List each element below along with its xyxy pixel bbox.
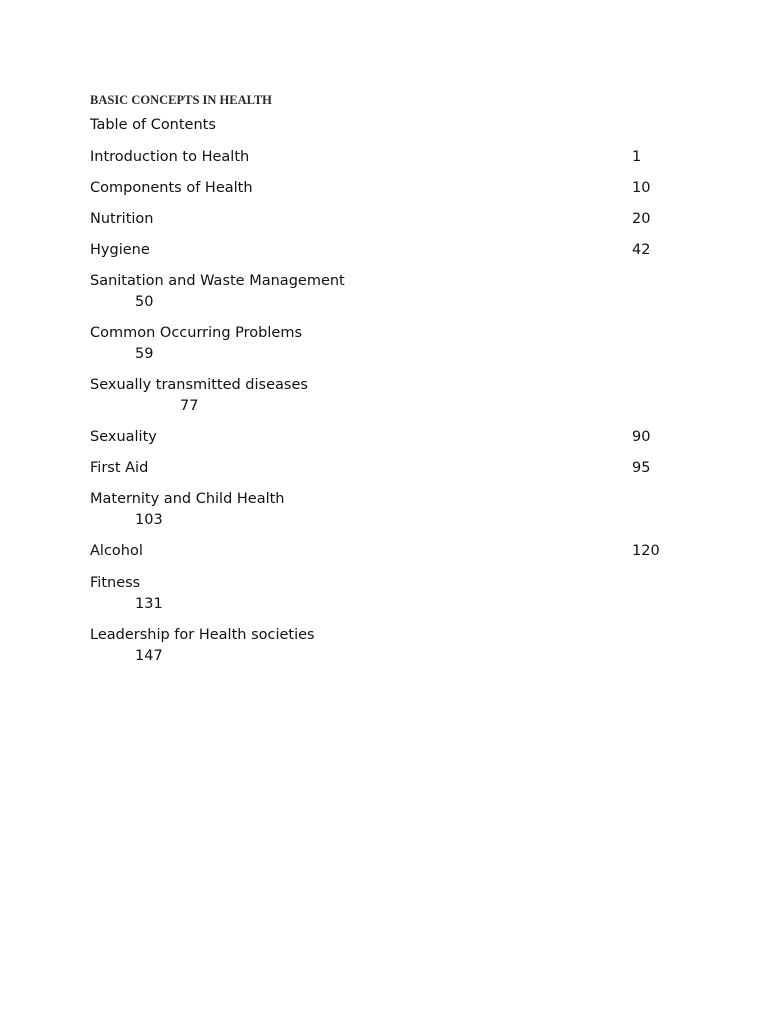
toc-entry-page: 10 bbox=[632, 180, 651, 196]
toc-entry-page: 131 bbox=[135, 596, 163, 612]
toc-entry bbox=[90, 323, 302, 365]
toc-entry bbox=[90, 458, 651, 479]
toc-entry-label: Fitness bbox=[90, 575, 141, 591]
toc-entry-label: First Aid bbox=[90, 460, 149, 476]
toc-entry bbox=[90, 573, 163, 615]
toc-entry-page: 90 bbox=[632, 429, 651, 445]
toc-entry bbox=[90, 427, 651, 448]
toc-entry-label: Components of Health bbox=[90, 180, 253, 196]
toc-entry bbox=[90, 209, 651, 230]
toc-entry-page: 59 bbox=[135, 346, 154, 362]
toc-entry-page: 50 bbox=[135, 294, 154, 310]
document-title: BASIC CONCEPTS IN HEALTH bbox=[90, 93, 272, 107]
toc-entry-label: Introduction to Health bbox=[90, 149, 250, 165]
toc-entry bbox=[90, 375, 308, 417]
toc-entry bbox=[90, 147, 642, 168]
toc-entry-page: 20 bbox=[632, 211, 651, 227]
toc-entry bbox=[90, 625, 315, 667]
toc-entry-page: 1 bbox=[632, 149, 642, 165]
toc-entry-page: 103 bbox=[135, 512, 163, 528]
toc-entry-page: 120 bbox=[632, 543, 660, 559]
toc-entry-label: Sexually transmitted diseases bbox=[90, 377, 308, 393]
toc-entry-page: 77 bbox=[180, 398, 199, 414]
toc-entry bbox=[90, 489, 285, 531]
toc-entry-page: 95 bbox=[632, 460, 651, 476]
toc-entry-page: 147 bbox=[135, 648, 163, 664]
toc-entry-label: Maternity and Child Health bbox=[90, 491, 285, 507]
toc-entry-label: Sanitation and Waste Management bbox=[90, 273, 345, 289]
toc-entry-page: 42 bbox=[632, 242, 651, 258]
toc-entry-label: Hygiene bbox=[90, 242, 150, 258]
toc-entry bbox=[90, 271, 345, 313]
toc-entry bbox=[90, 178, 651, 199]
toc-entry-label: Leadership for Health societies bbox=[90, 627, 315, 643]
toc-entry bbox=[90, 541, 660, 562]
toc-heading: Table of Contents bbox=[90, 117, 216, 133]
toc-entry-label: Sexuality bbox=[90, 429, 157, 445]
toc-entry-label: Common Occurring Problems bbox=[90, 325, 302, 341]
toc-entry-label: Nutrition bbox=[90, 211, 154, 227]
toc-entry-label: Alcohol bbox=[90, 543, 143, 559]
toc-entry bbox=[90, 240, 651, 261]
